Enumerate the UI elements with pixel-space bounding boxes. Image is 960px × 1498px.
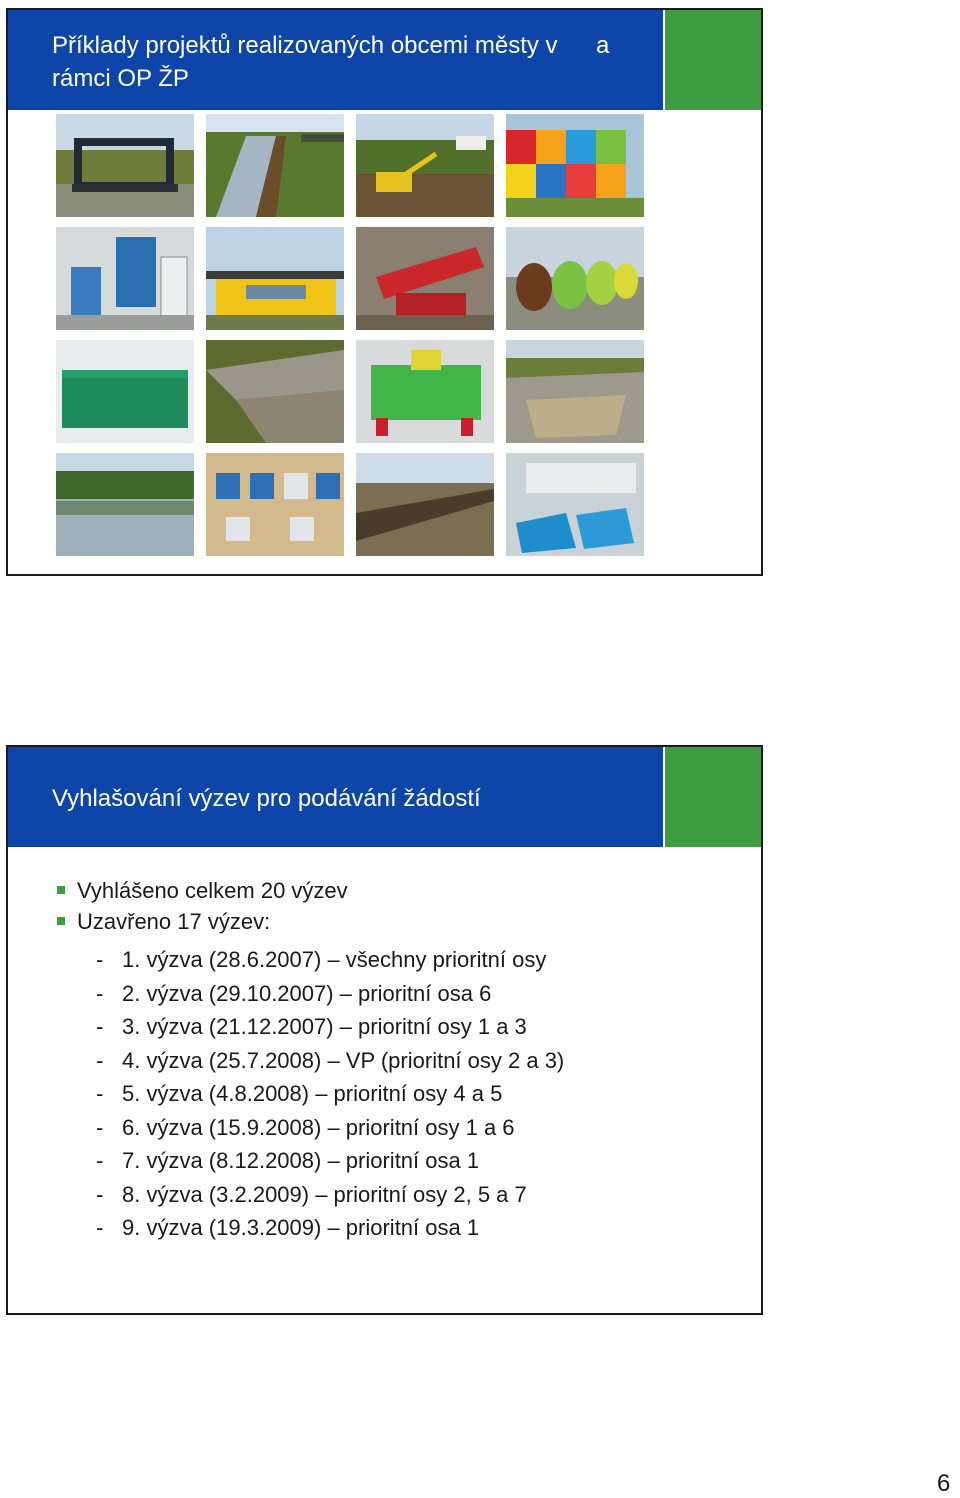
photo-green-machine xyxy=(356,340,494,443)
photo-colorful-modular-school xyxy=(506,114,644,217)
slide-title: Příklady projektů realizovaných obcemi městy v rámci OP ŽP xyxy=(52,32,558,92)
photo-excavator xyxy=(356,114,494,217)
square-bullet-icon xyxy=(57,886,65,894)
photo-facade-insulation xyxy=(206,453,344,556)
photo-recycling-bins xyxy=(506,227,644,330)
header-accent xyxy=(665,747,761,847)
dash-marker: - xyxy=(96,1215,104,1240)
photo-collection-yard xyxy=(506,453,644,556)
dash-marker: - xyxy=(96,1181,104,1207)
slide-calls: Vyhlašování výzev pro podávání žádostí Vyhlášeno celkem 20 výzev Uzavřeno 17 výzev: - 1. výzva (28.6.2007) – všechny prioritní osy - 2. výzva (29.10.2007) – prioritní osa 6 - 3. výzva (21.12.2007) – prioritní osy 1 a 3 - 4. výzva (25.7.2008) – VP (prioritní osy 2 a 3) - 5. výzva (4.8.2008) – prioritní osy 4 a 5 - 6. výzva (15.9.2008) – prioritní osy 1 a 6 - 7. výzva (8.12.2008) – prioritní osa 1 - 8. výzva (3.2.2009) – prioritní osy 2, 5 a 7 - 9. výzva (19.3.2009) – prioritní osa 1 xyxy=(6,745,763,1315)
photo-red-sorting-machine xyxy=(356,227,494,330)
slide-title: Vyhlašování výzev pro podávání žádostí xyxy=(52,785,481,812)
square-bullet-icon xyxy=(57,917,65,925)
dash-marker: - xyxy=(96,947,104,972)
photo-compost-turner xyxy=(56,114,194,217)
photo-lake-trees xyxy=(56,453,194,556)
header-accent xyxy=(665,10,761,110)
slide-title-fragment: a xyxy=(596,32,610,59)
dash-marker: - xyxy=(96,1148,104,1173)
dash-marker: - xyxy=(96,1081,104,1106)
photo-field-trench xyxy=(356,453,494,556)
dash-marker: - xyxy=(96,980,104,1006)
photo-yellow-building xyxy=(206,227,344,330)
dash-marker: - xyxy=(96,1047,104,1073)
photo-gravel-basin xyxy=(506,340,644,443)
slide-photo-examples xyxy=(6,8,763,576)
photo-canal-excavation xyxy=(206,114,344,217)
photo-factory-line xyxy=(56,227,194,330)
photo-retention-pond xyxy=(206,340,344,443)
dash-marker: - xyxy=(96,1014,104,1039)
photo-green-container xyxy=(56,340,194,443)
page-number: 6 xyxy=(937,1470,951,1497)
dash-marker: - xyxy=(96,1114,104,1140)
